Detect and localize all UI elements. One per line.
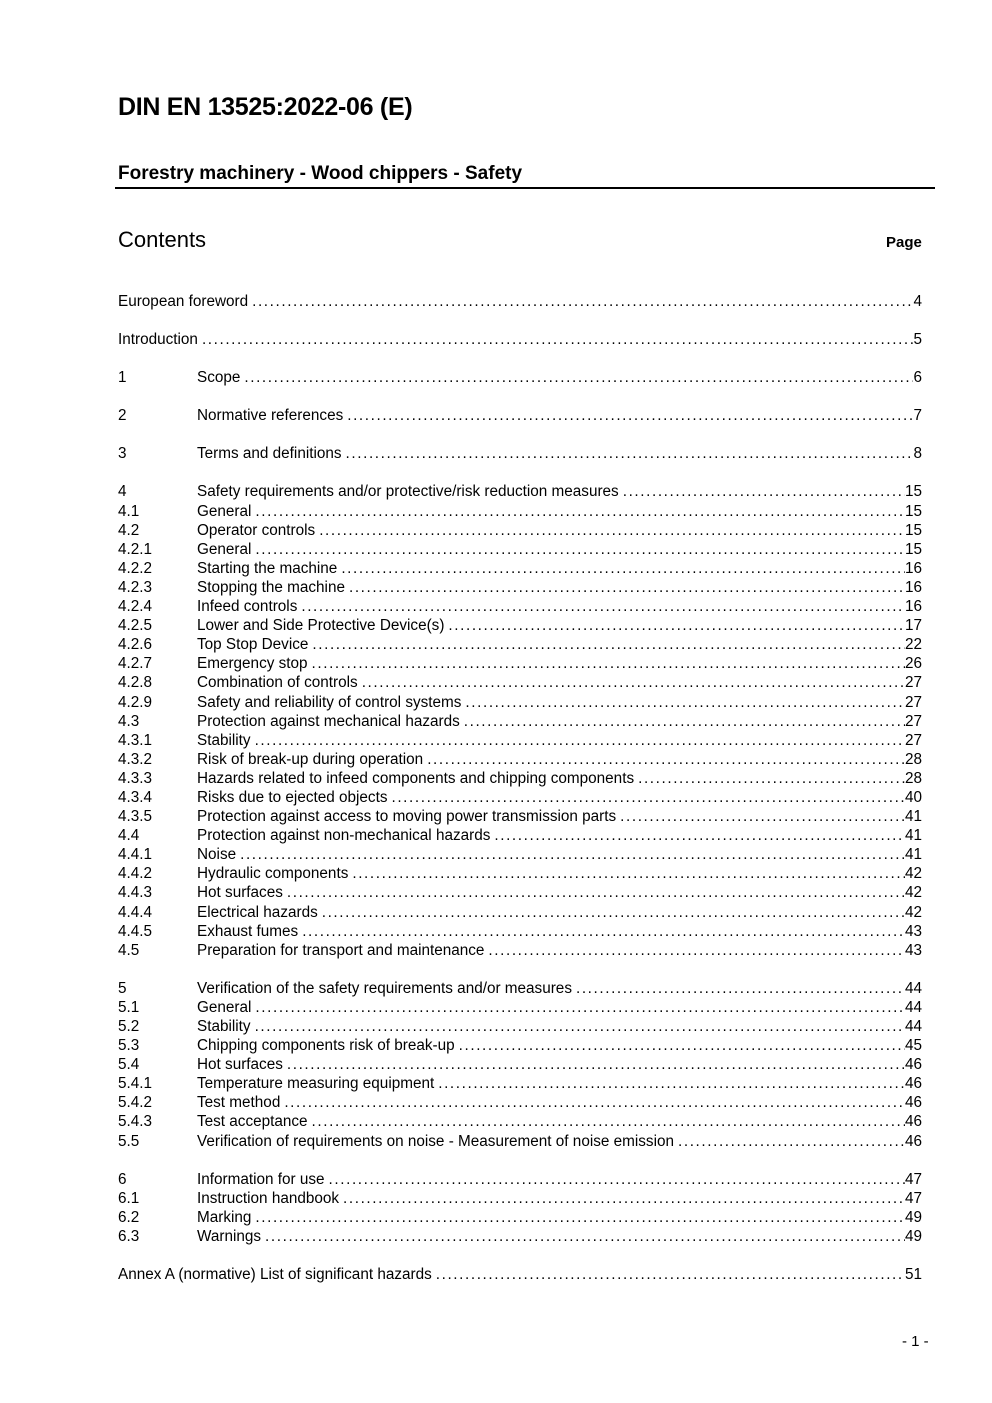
toc-entry-number: 4.1 bbox=[118, 502, 140, 520]
toc-entry[interactable] bbox=[118, 444, 922, 463]
toc-dot-leader bbox=[620, 807, 905, 826]
toc-entry-title: Hazards related to infeed components and chipping components bbox=[197, 769, 635, 787]
toc-entry-page: 40 bbox=[904, 788, 922, 806]
toc-entry-page: 47 bbox=[904, 1189, 922, 1207]
toc-entry-title: Safety and reliability of control systems bbox=[197, 693, 462, 711]
document-subtitle: Forestry machinery - Wood chippers - Safety bbox=[118, 163, 523, 184]
toc-entry-number: 4.3 bbox=[118, 712, 140, 730]
toc-entry-page: 22 bbox=[904, 636, 922, 654]
toc-entry-title: Exhaust fumes bbox=[197, 922, 299, 940]
toc-entry-page: 46 bbox=[904, 1094, 922, 1112]
toc-entry[interactable] bbox=[118, 1208, 922, 1227]
toc-entry-title: General bbox=[197, 502, 252, 520]
toc-entry-page: 27 bbox=[904, 693, 922, 711]
toc-entry[interactable] bbox=[118, 1074, 922, 1093]
toc-entry[interactable] bbox=[118, 750, 922, 769]
toc-entry[interactable] bbox=[118, 693, 922, 712]
toc-entry-title: Hot surfaces bbox=[197, 884, 283, 902]
toc-entry-title: General bbox=[197, 540, 252, 558]
toc-entry-title: Starting the machine bbox=[197, 559, 338, 577]
toc-entry-page: 41 bbox=[904, 846, 922, 864]
toc-entry-page: 27 bbox=[904, 674, 922, 692]
toc-entry-title: Infeed controls bbox=[197, 598, 298, 616]
toc-dot-leader bbox=[464, 712, 905, 731]
toc-dot-leader bbox=[494, 826, 905, 845]
toc-dot-leader bbox=[202, 330, 914, 349]
toc-entry-number: 4.2.4 bbox=[118, 598, 153, 616]
toc-entry-page: 5 bbox=[913, 331, 922, 349]
toc-entry-page: 44 bbox=[904, 998, 922, 1016]
toc-entry-page: 44 bbox=[904, 1018, 922, 1035]
toc-entry-title: Noise bbox=[197, 846, 237, 864]
toc-entry-number: 5 bbox=[118, 979, 127, 997]
toc-entry-title: Temperature measuring equipment bbox=[197, 1075, 435, 1093]
toc-entry[interactable] bbox=[118, 540, 922, 559]
toc-dot-leader bbox=[329, 1170, 905, 1189]
toc-entry-title: Electrical hazards bbox=[197, 903, 318, 921]
toc-entry-number: 4.2.1 bbox=[118, 540, 153, 558]
toc-entry-page: 46 bbox=[904, 1113, 922, 1131]
toc-dot-leader bbox=[347, 406, 913, 425]
toc-entry-page: 44 bbox=[904, 979, 922, 997]
toc-entry[interactable] bbox=[118, 883, 922, 902]
toc-entry[interactable] bbox=[118, 673, 922, 692]
toc-dot-leader bbox=[343, 1189, 905, 1208]
toc-entry[interactable] bbox=[118, 482, 922, 501]
toc-dot-leader bbox=[638, 769, 905, 788]
contents-heading: Contents bbox=[118, 227, 207, 252]
toc-entry-page: 6 bbox=[913, 369, 922, 387]
toc-entry-page: 15 bbox=[904, 521, 922, 539]
toc-entry[interactable] bbox=[118, 406, 922, 425]
toc-entry-title: Stopping the machine bbox=[197, 578, 345, 596]
toc-dot-leader bbox=[255, 731, 905, 750]
table-of-contents bbox=[118, 292, 922, 1284]
toc-entry-page: 43 bbox=[904, 941, 922, 959]
toc-entry-number: 5.3 bbox=[118, 1037, 140, 1055]
toc-entry[interactable] bbox=[118, 1055, 922, 1074]
toc-dot-leader bbox=[255, 1017, 905, 1036]
toc-entry-title: Operator controls bbox=[197, 521, 316, 539]
toc-entry[interactable] bbox=[118, 578, 922, 597]
toc-entry[interactable] bbox=[118, 864, 922, 883]
toc-entry-page: 42 bbox=[904, 903, 922, 921]
toc-dot-leader bbox=[488, 941, 905, 960]
toc-entry[interactable] bbox=[118, 845, 922, 864]
toc-entry-page: 46 bbox=[904, 1132, 922, 1150]
toc-entry-title: Hydraulic components bbox=[197, 865, 349, 883]
toc-entry-title: Top Stop Device bbox=[197, 636, 309, 654]
toc-entry-number: 4.4.4 bbox=[118, 903, 153, 921]
toc-entry-page: 27 bbox=[904, 712, 922, 730]
toc-entry-title: European foreword bbox=[118, 293, 249, 310]
toc-entry-page: 45 bbox=[904, 1037, 922, 1055]
toc-dot-leader bbox=[352, 864, 905, 883]
toc-entry-title: Marking bbox=[197, 1208, 252, 1226]
toc-entry-number: 4.3.2 bbox=[118, 750, 153, 768]
toc-entry-number: 6.1 bbox=[118, 1189, 140, 1207]
toc-entry-title: Emergency stop bbox=[197, 655, 308, 673]
toc-entry-number: 3 bbox=[118, 445, 127, 463]
toc-dot-leader bbox=[252, 292, 913, 311]
toc-entry-page: 26 bbox=[904, 655, 922, 673]
toc-entry-title: General bbox=[197, 998, 252, 1016]
toc-entry-number: 4.5 bbox=[118, 941, 140, 959]
toc-dot-leader bbox=[255, 998, 905, 1017]
toc-entry-number: 4.2.8 bbox=[118, 674, 153, 692]
toc-entry-page: 16 bbox=[904, 559, 922, 577]
toc-entry[interactable] bbox=[118, 521, 922, 540]
toc-entry-number: 5.4 bbox=[118, 1056, 140, 1074]
toc-entry-page: 17 bbox=[904, 617, 922, 635]
toc-entry-title: Stability bbox=[197, 1018, 251, 1035]
toc-dot-leader bbox=[459, 1036, 905, 1055]
toc-entry-page: 8 bbox=[913, 445, 922, 463]
toc-dot-leader bbox=[623, 482, 905, 501]
toc-entry-title: Protection against access to moving power transmission parts bbox=[197, 808, 617, 826]
toc-dot-leader bbox=[301, 597, 905, 616]
toc-entry[interactable] bbox=[118, 1189, 922, 1208]
toc-dot-leader bbox=[255, 540, 905, 559]
toc-dot-leader bbox=[349, 578, 905, 597]
toc-entry-title: Risks due to ejected objects bbox=[197, 788, 388, 806]
toc-entry-title: Annex A (normative) List of significant hazards bbox=[118, 1266, 432, 1284]
toc-entry-number: 4.2.9 bbox=[118, 693, 153, 711]
toc-entry[interactable] bbox=[118, 1017, 922, 1036]
toc-entry-number: 4.2.6 bbox=[118, 636, 153, 654]
toc-entry-page: 42 bbox=[904, 884, 922, 902]
toc-entry-number: 5.1 bbox=[118, 998, 140, 1016]
toc-entry-number: 4.4.3 bbox=[118, 884, 153, 902]
toc-entry[interactable] bbox=[118, 979, 922, 998]
toc-entry-number: 4.3.5 bbox=[118, 808, 153, 826]
toc-entry-title: Preparation for transport and maintenance bbox=[197, 941, 485, 959]
toc-entry-title: Risk of break-up during operation bbox=[197, 750, 424, 768]
toc-dot-leader bbox=[312, 635, 905, 654]
toc-entry-number: 6 bbox=[118, 1170, 127, 1188]
toc-entry-page: 41 bbox=[904, 827, 922, 845]
toc-dot-leader bbox=[341, 559, 905, 578]
toc-entry-number: 4.4.5 bbox=[118, 922, 153, 940]
title-divider bbox=[115, 187, 935, 189]
toc-entry[interactable] bbox=[118, 769, 922, 788]
toc-entry-title: Protection against mechanical hazards bbox=[197, 712, 460, 730]
toc-dot-leader bbox=[438, 1074, 905, 1093]
toc-dot-leader bbox=[322, 903, 905, 922]
toc-entry-page: 7 bbox=[913, 407, 922, 425]
toc-dot-leader bbox=[362, 673, 905, 692]
toc-entry-page: 27 bbox=[904, 731, 922, 749]
toc-entry-page: 43 bbox=[904, 922, 922, 940]
toc-dot-leader bbox=[448, 616, 905, 635]
toc-dot-leader bbox=[427, 750, 905, 769]
toc-entry[interactable] bbox=[118, 788, 922, 807]
toc-entry[interactable] bbox=[118, 1036, 922, 1055]
toc-dot-leader bbox=[465, 693, 905, 712]
toc-entry-page: 4 bbox=[913, 293, 922, 310]
toc-dot-leader bbox=[255, 502, 905, 521]
toc-entry[interactable] bbox=[118, 1112, 922, 1131]
toc-dot-leader bbox=[312, 654, 905, 673]
page-column-heading: Page bbox=[886, 234, 922, 251]
toc-entry[interactable] bbox=[118, 922, 922, 941]
toc-dot-leader bbox=[436, 1265, 905, 1284]
toc-entry-page: 28 bbox=[904, 769, 922, 787]
toc-entry-page: 15 bbox=[904, 540, 922, 558]
toc-entry-page: 28 bbox=[904, 750, 922, 768]
toc-entry[interactable] bbox=[118, 1265, 922, 1284]
toc-entry-title: Chipping components risk of break-up bbox=[197, 1037, 455, 1055]
toc-entry[interactable] bbox=[118, 1093, 922, 1112]
toc-entry-title: Instruction handbook bbox=[197, 1189, 340, 1207]
toc-entry-number: 6.3 bbox=[118, 1227, 140, 1245]
toc-entry-title: Verification of requirements on noise - Measurement of noise emission bbox=[197, 1132, 674, 1150]
toc-entry-title: Information for use bbox=[197, 1170, 325, 1188]
toc-entry-title: Test method bbox=[197, 1094, 281, 1112]
toc-entry-number: 5.4.1 bbox=[118, 1075, 153, 1093]
toc-entry-number: 4.2.2 bbox=[118, 559, 153, 577]
toc-dot-leader bbox=[302, 922, 905, 941]
toc-dot-leader bbox=[287, 1055, 905, 1074]
toc-entry-title: Scope bbox=[197, 369, 241, 387]
toc-entry[interactable] bbox=[118, 559, 922, 578]
toc-entry-number: 4.3.1 bbox=[118, 731, 153, 749]
toc-entry-number: 5.5 bbox=[118, 1132, 140, 1150]
toc-entry[interactable] bbox=[118, 712, 922, 731]
toc-entry[interactable] bbox=[118, 368, 922, 387]
toc-entry-page: 51 bbox=[904, 1266, 922, 1284]
toc-entry[interactable] bbox=[118, 330, 922, 349]
toc-dot-leader bbox=[319, 521, 905, 540]
toc-entry-number: 5.4.2 bbox=[118, 1094, 153, 1112]
toc-entry-title: Introduction bbox=[118, 331, 198, 349]
toc-entry-title: Terms and definitions bbox=[197, 445, 342, 463]
toc-entry-page: 42 bbox=[904, 865, 922, 883]
toc-entry-page: 15 bbox=[904, 483, 922, 501]
toc-entry-number: 4.2.5 bbox=[118, 617, 153, 635]
toc-dot-leader bbox=[255, 1208, 905, 1227]
toc-dot-leader bbox=[244, 368, 913, 387]
toc-entry[interactable] bbox=[118, 807, 922, 826]
toc-entry-number: 4.3.4 bbox=[118, 788, 153, 806]
toc-entry-number: 4.3.3 bbox=[118, 769, 153, 787]
toc-entry[interactable] bbox=[118, 1170, 922, 1189]
toc-entry-number: 1 bbox=[118, 369, 127, 387]
toc-entry-title: Warnings bbox=[197, 1227, 262, 1245]
toc-dot-leader bbox=[265, 1227, 905, 1246]
toc-entry-page: 15 bbox=[904, 502, 922, 520]
toc-entry-page: 47 bbox=[904, 1170, 922, 1188]
toc-entry-title: Stability bbox=[197, 731, 251, 749]
toc-entry[interactable] bbox=[118, 292, 922, 311]
toc-entry-number: 2 bbox=[118, 407, 127, 425]
toc-entry[interactable] bbox=[118, 1132, 922, 1151]
toc-entry-title: Test acceptance bbox=[197, 1113, 308, 1131]
toc-entry[interactable] bbox=[118, 941, 922, 960]
toc-entry-title: Combination of controls bbox=[197, 674, 358, 692]
toc-entry-page: 46 bbox=[904, 1056, 922, 1074]
toc-entry-number: 4.4.2 bbox=[118, 865, 153, 883]
toc-entry[interactable] bbox=[118, 731, 922, 750]
toc-entry-number: 5.2 bbox=[118, 1018, 140, 1035]
toc-entry-number: 4.2.3 bbox=[118, 578, 153, 596]
toc-entry-page: 16 bbox=[904, 598, 922, 616]
toc-entry-page: 41 bbox=[904, 808, 922, 826]
toc-entry-number: 4.2 bbox=[118, 521, 140, 539]
toc-entry-title: Safety requirements and/or protective/risk reduction measures bbox=[197, 483, 619, 501]
toc-entry-title: Lower and Side Protective Device(s) bbox=[197, 617, 445, 635]
toc-entry-page: 16 bbox=[904, 578, 922, 596]
toc-entry[interactable] bbox=[118, 654, 922, 673]
toc-entry[interactable] bbox=[118, 635, 922, 654]
toc-entry-number: 6.2 bbox=[118, 1208, 140, 1226]
toc-entry-page: 49 bbox=[904, 1227, 922, 1245]
toc-entry-page: 49 bbox=[904, 1208, 922, 1226]
toc-dot-leader bbox=[346, 444, 914, 463]
toc-entry-number: 4 bbox=[118, 483, 127, 501]
toc-dot-leader bbox=[391, 788, 905, 807]
toc-entry-title: Protection against non-mechanical hazards bbox=[197, 827, 491, 845]
toc-entry-title: Verification of the safety requirements and/or measures bbox=[197, 979, 572, 997]
page-number: - 1 - bbox=[902, 1333, 929, 1350]
toc-dot-leader bbox=[678, 1132, 905, 1151]
toc-entry-number: 4.4 bbox=[118, 827, 140, 845]
toc-dot-leader bbox=[576, 979, 905, 998]
toc-dot-leader bbox=[284, 1093, 905, 1112]
document-title: DIN EN 13525:2022-06 (E) bbox=[118, 93, 413, 121]
toc-dot-leader bbox=[240, 845, 905, 864]
toc-entry-number: 5.4.3 bbox=[118, 1113, 153, 1131]
toc-entry-number: 4.4.1 bbox=[118, 846, 153, 864]
toc-entry[interactable] bbox=[118, 616, 922, 635]
toc-entry[interactable] bbox=[118, 597, 922, 616]
toc-entry-title: Hot surfaces bbox=[197, 1056, 283, 1074]
toc-entry-number: 4.2.7 bbox=[118, 655, 153, 673]
toc-entry[interactable] bbox=[118, 1227, 922, 1246]
toc-entry[interactable] bbox=[118, 998, 922, 1017]
toc-entry-title: Normative references bbox=[197, 407, 344, 425]
toc-dot-leader bbox=[287, 883, 905, 902]
toc-entry[interactable] bbox=[118, 502, 922, 521]
toc-entry[interactable] bbox=[118, 903, 922, 922]
toc-entry[interactable] bbox=[118, 826, 922, 845]
toc-dot-leader bbox=[312, 1112, 905, 1131]
toc-entry-page: 46 bbox=[904, 1075, 922, 1093]
